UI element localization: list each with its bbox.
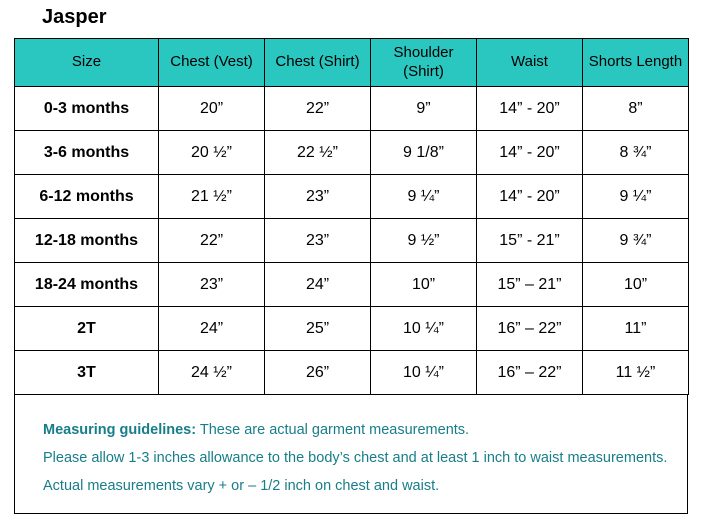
shoulder-shirt-value: 9 1/8” [371,131,477,175]
waist-value: 16” – 22” [477,307,583,351]
col-header-chest-vest: Chest (Vest) [159,39,265,87]
shoulder-shirt-value: 10 ¼” [371,307,477,351]
guidelines-label: Measuring guidelines: [43,422,197,438]
shorts-length-value: 11 ½” [583,351,689,395]
shorts-length-value: 10” [583,263,689,307]
col-header-shoulder-shirt: Shoulder (Shirt) [371,39,477,87]
guidelines-text-3: Actual measurements vary + or – 1/2 inch on chest and waist. [43,478,440,494]
guidelines-line-1 [43,421,669,439]
shoulder-shirt-value: 9” [371,87,477,131]
table-row [15,87,689,131]
waist-value: 14” - 20” [477,87,583,131]
size-chart-table [14,38,689,395]
waist-value: 15” – 21” [477,263,583,307]
shoulder-shirt-value: 9 ¼” [371,175,477,219]
chest-vest-value: 24” [159,307,265,351]
shorts-length-value: 9 ¼” [583,175,689,219]
shorts-length-value: 8 ¾” [583,131,689,175]
chest-shirt-value: 22” [265,87,371,131]
guidelines-line-3 [43,477,669,495]
size-label: 3T [15,351,159,395]
chest-vest-value: 20” [159,87,265,131]
table-row [15,351,689,395]
size-label: 12-18 months [15,219,159,263]
size-label: 3-6 months [15,131,159,175]
shoulder-shirt-value: 10” [371,263,477,307]
col-header-waist: Waist [477,39,583,87]
chest-shirt-value: 22 ½” [265,131,371,175]
waist-value: 16” – 22” [477,351,583,395]
col-header-size: Size [15,39,159,87]
chest-shirt-value: 26” [265,351,371,395]
table-row [15,175,689,219]
shorts-length-value: 9 ¾” [583,219,689,263]
size-label: 18-24 months [15,263,159,307]
shorts-length-value: 8” [583,87,689,131]
shorts-length-value: 11” [583,307,689,351]
chest-shirt-value: 23” [265,175,371,219]
waist-value: 15” - 21” [477,219,583,263]
col-header-shorts-length: Shorts Length [583,39,689,87]
col-header-chest-shirt: Chest (Shirt) [265,39,371,87]
page-title: Jasper [42,6,107,28]
table-row [15,131,689,175]
chest-shirt-value: 24” [265,263,371,307]
table-row [15,219,689,263]
chest-vest-value: 21 ½” [159,175,265,219]
table-row [15,307,689,351]
shoulder-shirt-value: 9 ½” [371,219,477,263]
guidelines-text-1: These are actual garment measurements. [199,422,470,438]
chest-vest-value: 22” [159,219,265,263]
shoulder-shirt-value: 10 ¼” [371,351,477,395]
size-label: 6-12 months [15,175,159,219]
waist-value: 14” - 20” [477,175,583,219]
chest-shirt-value: 23” [265,219,371,263]
waist-value: 14” - 20” [477,131,583,175]
size-label: 0-3 months [15,87,159,131]
chest-shirt-value: 25” [265,307,371,351]
chest-vest-value: 23” [159,263,265,307]
table-row [15,263,689,307]
measuring-guidelines-section [14,395,688,514]
guidelines-line-2 [43,449,669,467]
size-chart-sheet [14,38,688,514]
chest-vest-value: 20 ½” [159,131,265,175]
table-header-row [15,39,689,87]
guidelines-text-2: Please allow 1-3 inches allowance to the body’s chest and at least 1 inch to waist measurements. [43,450,668,466]
size-label: 2T [15,307,159,351]
chest-vest-value: 24 ½” [159,351,265,395]
